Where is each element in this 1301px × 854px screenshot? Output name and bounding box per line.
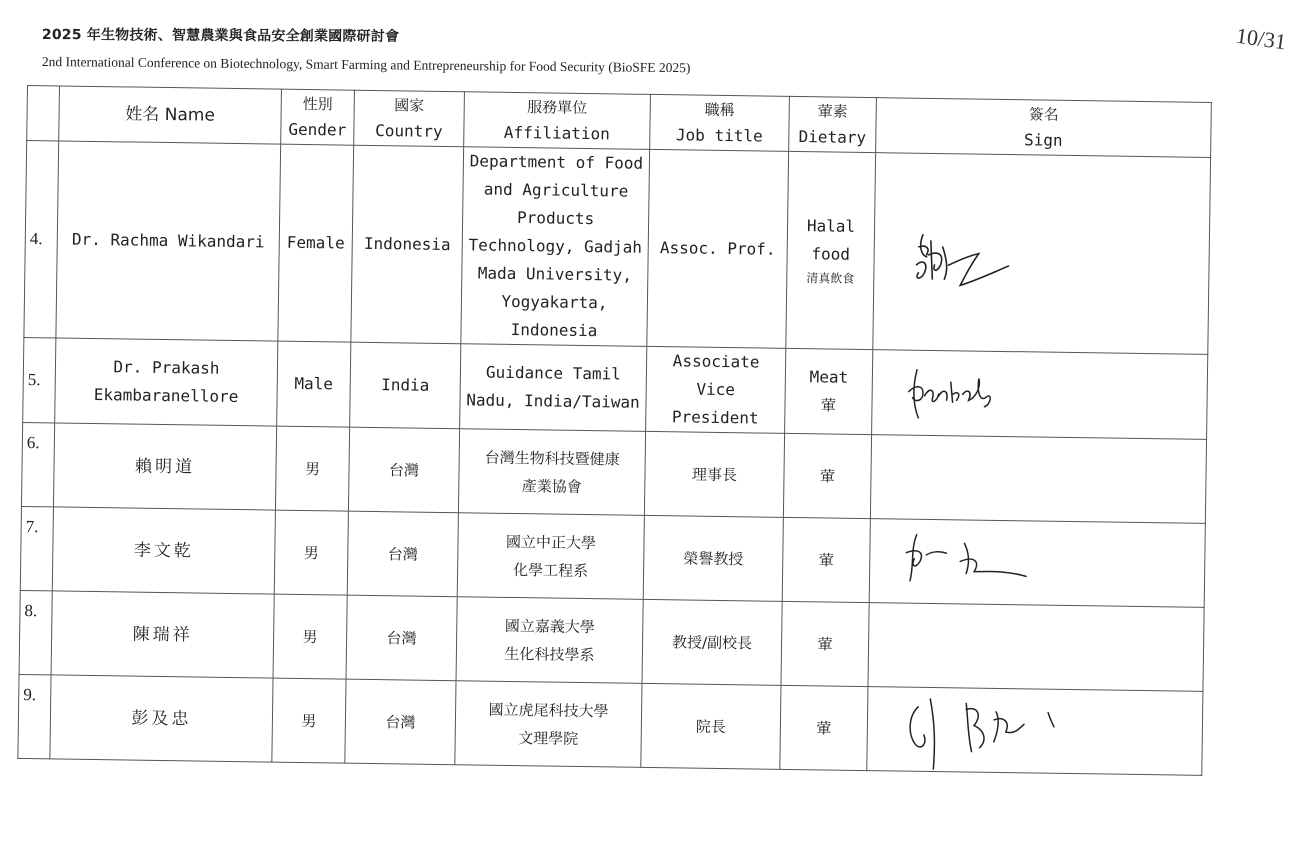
header-affiliation-en: Affiliation [503,122,610,144]
affiliation-line: Indonesia [510,319,598,341]
affiliation-line: 國立中正大學 [505,532,597,552]
attendee-name [55,338,278,426]
signature-image [867,688,1203,775]
attendee-job-title [646,346,786,433]
attendee-gender: 男 [273,594,347,679]
affiliation-line: Technology, Gadjah [468,235,643,257]
row-number: 9. [18,674,51,758]
attendee-affiliation [460,344,647,432]
attendee-dietary: 葷 [780,685,868,770]
affiliation-line: Department of Food [469,151,644,173]
header-number-cell [27,86,60,141]
attendee-job-title: 理事長 [644,431,784,517]
attendee-affiliation [461,147,650,347]
attendee-job-title: 榮譽教授 [643,515,783,601]
attendee-name: 彭及忠 [50,675,273,762]
attendee-dietary: 葷 [781,601,869,686]
affiliation-line: 產業協會 [521,476,582,496]
name-line: Dr. Rachma Wikandari [71,229,265,252]
affiliation-line: 生化科技學系 [504,644,595,664]
header-sign-zh: 簽名 [1028,105,1059,124]
job-line: Assoc. Prof. [659,238,776,259]
signature-image [873,154,1211,354]
attendee-gender: 男 [274,510,348,595]
attendee-gender: Male [277,341,351,427]
affiliation-line: Mada University, [477,263,633,285]
job-line: Associate [672,351,760,372]
signature-cell[interactable] [872,350,1208,440]
signature-cell[interactable] [873,153,1211,355]
dietary-zh: 清真飲食 [806,271,855,286]
attendee-country: Indonesia [351,145,464,344]
attendee-gender: 男 [272,678,346,763]
attendee-gender: 男 [275,426,349,511]
signature-cell[interactable] [870,435,1206,524]
header-dietary [789,96,877,152]
affiliation-line: 文理學院 [518,728,579,748]
attendee-job-title [647,149,789,348]
row-number: 6. [21,422,54,506]
header-gender-zh: 性別 [302,94,333,114]
attendee-country: 台灣 [347,511,458,597]
attendee-dietary: 葷 [783,433,871,518]
attendee-dietary [785,348,873,434]
attendee-name: 賴明道 [53,423,276,510]
header-gender [281,89,355,145]
affiliation-line: and Agriculture [483,179,629,201]
header-gender-en: Gender [288,119,347,140]
table-row [24,141,1211,355]
attendee-country: 台灣 [345,679,456,765]
header-job-zh: 職稱 [704,100,735,120]
affiliation-line: Yogyakarta, [501,291,608,313]
row-number: 8. [19,590,52,674]
header-affiliation [464,92,651,150]
header-name-label: 姓名 Name [125,104,216,126]
affiliation-line: 台灣生物科技暨健康 [484,448,620,469]
header-dietary-en: Dietary [798,127,867,148]
header-dietary-zh: 葷素 [817,102,848,121]
header-job-title [650,94,790,151]
handwritten-page-number: 10/31 [1234,22,1288,55]
attendee-name: 李文乾 [52,507,275,594]
signature-image [872,351,1208,439]
affiliation-line: 國立虎尾科技大學 [488,700,609,720]
affiliation-line: 國立嘉義大學 [504,616,595,636]
header-sign-en: Sign [1023,130,1063,150]
header-country-zh: 國家 [394,96,425,115]
conference-title-english: 2nd International Conference on Biotechnology, Smart Farming and Entrepreneurship for Food Security (BioSFE 2025) [41,54,691,76]
dietary-zh: 葷 [820,396,837,415]
job-line: Vice [696,379,736,400]
attendee-gender: Female [278,144,354,342]
attendee-name [56,141,281,341]
row-number: 4. [24,141,59,338]
header-sign [876,98,1212,158]
affiliation-line: Products [516,208,595,229]
attendee-affiliation [458,429,645,516]
name-line: Dr. Prakash [113,357,220,378]
attendee-affiliation [455,681,642,768]
attendee-country: India [350,342,461,429]
affiliation-line: Guidance Tamil [485,362,621,384]
row-number: 5. [23,337,56,422]
attendee-country: 台灣 [348,427,459,513]
row-number: 7. [20,506,53,590]
dietary-line: food [811,244,851,264]
attendee-job-title: 院長 [641,683,781,769]
dietary-line: Halal [806,216,856,236]
table-row [18,674,1203,775]
header-job-en: Job title [675,125,763,146]
signature-cell[interactable] [869,519,1205,608]
attendee-dietary: 葷 [782,517,870,602]
attendee-table-wrapper [17,85,1211,776]
header-country-en: Country [375,120,443,141]
affiliation-line: Nadu, India/Taiwan [466,390,640,412]
attendee-affiliation [456,597,643,684]
header-name [59,86,282,144]
conference-title-chinese: 2025 年生物技術、智慧農業與食品安全創業國際研討會 [41,26,400,45]
attendee-dietary [786,151,876,349]
job-line: President [671,407,759,428]
header-country [354,90,465,147]
signature-cell[interactable] [867,687,1203,776]
name-line: Ekambaranellore [93,384,239,407]
affiliation-line: 化學工程系 [512,560,589,580]
signature-cell[interactable] [868,603,1204,692]
attendee-country: 台灣 [346,595,457,681]
header-affiliation-zh: 服務單位 [527,98,588,118]
dietary-line: Meat [809,367,849,387]
signature-image [870,520,1206,607]
attendee-table [17,85,1212,776]
attendee-name: 陳瑞祥 [51,591,274,678]
attendee-job-title: 教授/副校長 [642,599,782,685]
attendee-affiliation [457,513,644,600]
